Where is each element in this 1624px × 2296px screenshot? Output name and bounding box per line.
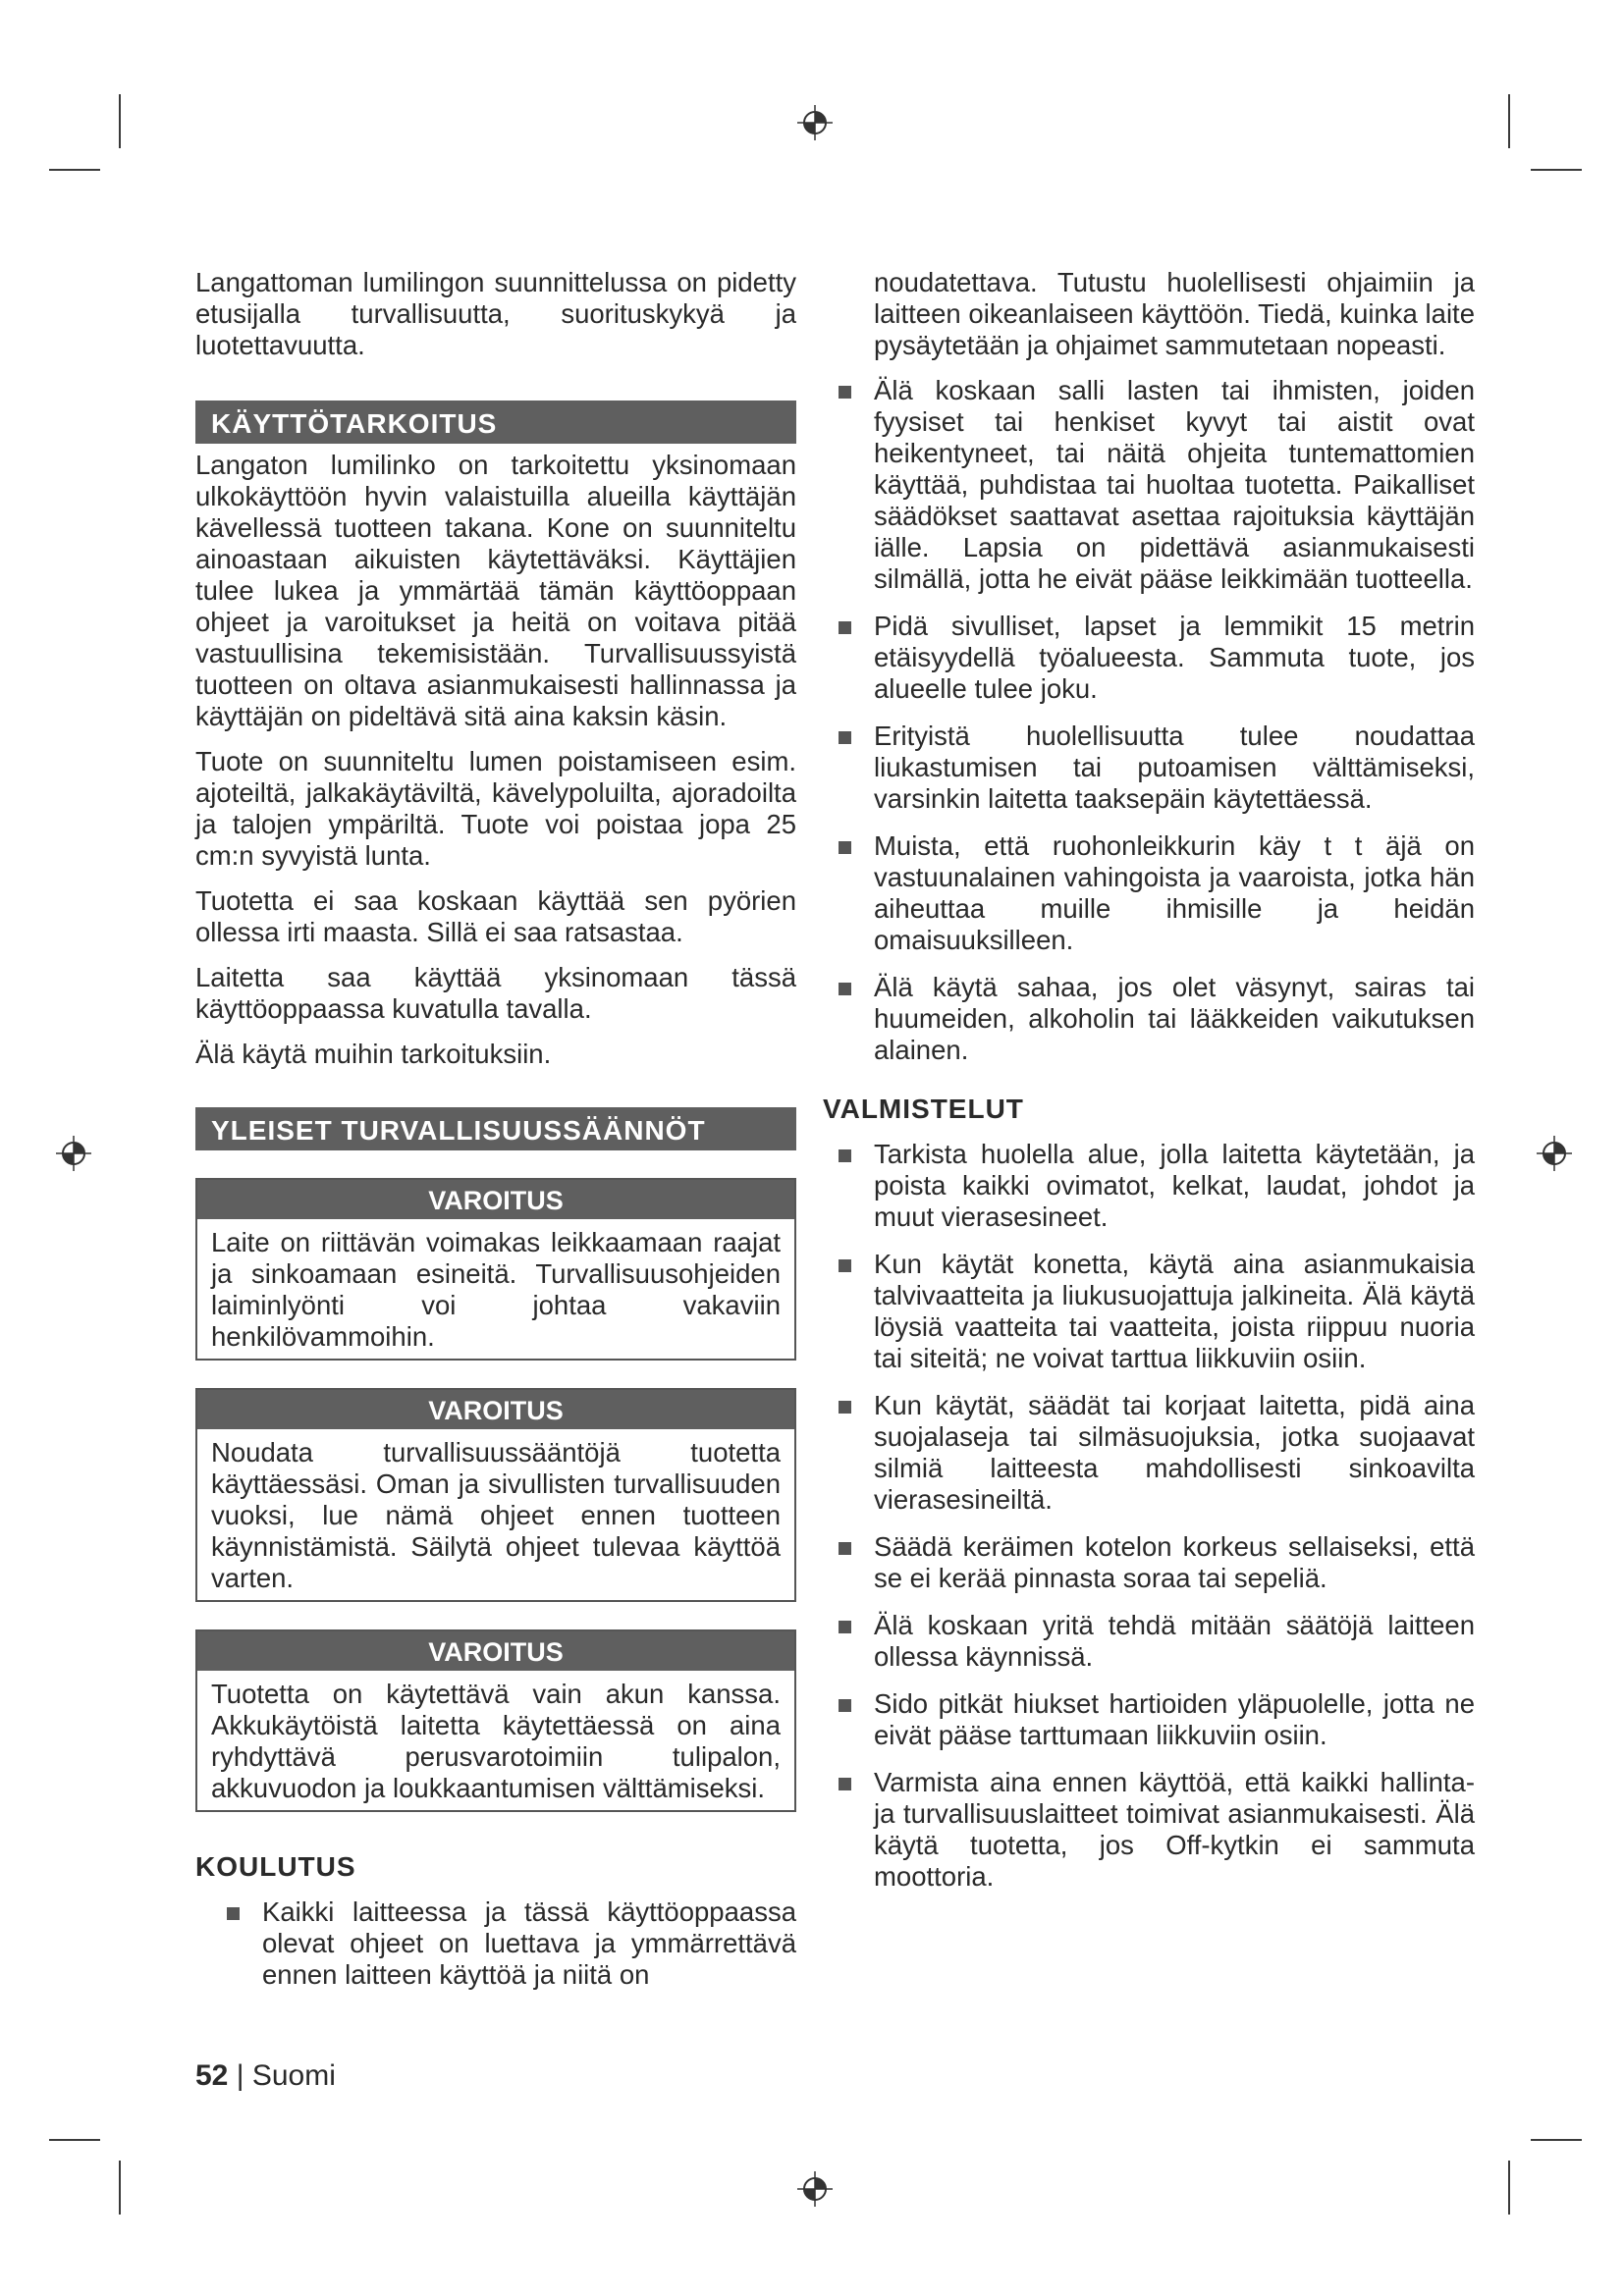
warning-text: Tuotetta on käytettävä vain akun kanssa. Akkukäytöistä laitetta käytettäessä on aina ryhdyttävä perusvarotoimiin tulipalon, akkuvuodon ja loukkaantumisen välttämiseksi. [211, 1679, 781, 1803]
bullet-square-icon [839, 621, 851, 634]
list-item: Säädä keräimen kotelon korkeus sellaiseksi, että se ei kerää pinnasta soraa tai sepeliä. [837, 1531, 1475, 1594]
body-paragraph: Älä käytä muihin tarkoituksiin. [195, 1039, 552, 1069]
crop-mark-top-left-v [119, 94, 121, 148]
safety-bullet-list [837, 375, 1475, 1066]
warning-box [195, 1178, 796, 1361]
bullet-square-icon [839, 1542, 851, 1555]
crop-mark-bottom-left-v [119, 2161, 121, 2215]
bullet-square-icon [839, 1401, 851, 1414]
bullet-square-icon [839, 1699, 851, 1712]
list-item: Tarkista huolella alue, jolla laitetta käytetään, ja poista kaikki ovimatot, kelkat, laudat, johdot ja muut vierasesineet. [837, 1139, 1475, 1233]
bullet-square-icon [839, 731, 851, 744]
warning-text: Laite on riittävän voimakas leikkaamaan raajat ja sinkoamaan esineitä. Turvallisuusohjeiden laiminlyönti voi johtaa vakaviin henkilövammoihin. [211, 1227, 781, 1352]
list-item: Pidä sivulliset, lapset ja lemmikit 15 metrin etäisyydellä työalueesta. Sammuta tuote, jos alueelle tulee joku. [837, 611, 1475, 705]
warning-text: Noudata turvallisuussääntöjä tuotetta käyttäessäsi. Oman ja sivullisten turvallisuuden vuoksi, lue nämä ohjeet ennen tuotteen käynnistämistä. Säilytä ohjeet tulevaa käyttöä varten. [211, 1437, 781, 1593]
bullet-square-icon [839, 1778, 851, 1790]
bullet-square-icon [839, 386, 851, 399]
subheading-valmistelut: VALMISTELUT [823, 1094, 1024, 1124]
list-item: Sido pitkät hiukset hartioiden yläpuolelle, jotta ne eivät pääse tarttumaan liikkuviin osiin. [837, 1688, 1475, 1751]
bullet-square-icon [839, 1149, 851, 1162]
section-heading-turvallisuus: YLEISET TURVALLISUUSSÄÄNNÖT [195, 1107, 796, 1150]
list-item: Älä koskaan yritä tehdä mitään säätöjä laitteen ollessa käynnissä. [837, 1610, 1475, 1673]
registration-mark-icon [1535, 1134, 1574, 1173]
body-paragraph: Langaton lumilinko on tarkoitettu yksinomaan ulkokäyttöön hyvin valaistuilla alueilla käyttäjän kävellessä tuotteen takana. Kone on suunniteltu ainoastaan aikuisten käytettäväksi. Käyttäjien tulee lukea ja ymmärtää tämän käyttöoppaan ohjeet ja varoitukset ja heitä on voitava pitää vastuullisina tekemisistään. Turvallisuussyistä tuotteen on oltava asianmukaisesti hallinnassa ja käyttäjän on pideltävä sitä aina kaksin käsin. [195, 450, 796, 731]
warning-title: VAROITUS [197, 1180, 794, 1219]
bullet-square-icon [839, 1621, 851, 1633]
warning-box [195, 1388, 796, 1602]
crop-mark-bottom-left-h [49, 2139, 100, 2141]
intro-paragraph: Langattoman lumilingon suunnittelussa on pidetty etusijalla turvallisuutta, suorituskykyä ja luotettavuutta. [195, 267, 796, 360]
crop-mark-bottom-right-v [1508, 2161, 1510, 2215]
list-item: Kun käytät konetta, käytä aina asianmukaisia talvivaatteita ja liukusuojattuja jalkineita. Älä käytä löysiä vaatteita tai vaatteita, joista riippuu nuoria tai siteitä; ne voivat tarttua liikkuviin osiin. [837, 1249, 1475, 1374]
warning-title: VAROITUS [197, 1631, 794, 1671]
warning-box [195, 1629, 796, 1812]
body-paragraph: Tuote on suunniteltu lumen poistamiseen esim. ajoteiltä, jalkakäytäviltä, kävelypoluilta, ajoradoilta ja talojen ympäriltä. Tuote voi poistaa jopa 25 cm:n syvyistä lunta. [195, 746, 796, 871]
warning-title: VAROITUS [197, 1390, 794, 1429]
registration-mark-icon [54, 1134, 93, 1173]
crop-mark-top-right-h [1531, 169, 1582, 171]
list-item: Muista, että ruohonleikkurin käy t t äjä on vastuunalainen vahingoista ja vaaroista, jotka hän aiheuttaa muille ihmisille ja heidän omaisuuksilleen. [837, 830, 1475, 956]
continuation-paragraph: noudatettava. Tutustu huolellisesti ohjaimiin ja laitteen oikeanlaiseen käyttöön. Tiedä, kuinka laite pysäytetään ja ohjaimet sammutetaan nopeasti. [874, 267, 1475, 360]
subheading-koulutus: KOULUTUS [195, 1851, 356, 1882]
crop-mark-top-right-v [1508, 94, 1510, 148]
list-item: Erityistä huolellisuutta tulee noudattaa liukastumisen tai putoamisen välttämiseksi, varsinkin laitetta taaksepäin käytettäessä. [837, 721, 1475, 815]
bullet-square-icon [839, 841, 851, 854]
section-heading-kayttotarkoitus: KÄYTTÖTARKOITUS [195, 400, 796, 444]
page-number: 52 [195, 2059, 229, 2092]
registration-mark-icon [795, 2169, 835, 2209]
list-item: Älä koskaan salli lasten tai ihmisten, joiden fyysiset tai henkiset kyvyt tai aistit ovat heikentyneet, tai näitä ohjeita tuntemattomien käyttää, puhdistaa tai huoltaa tuotetta. Paikalliset säädökset saattavat asettaa rajoituksia käyttäjän iälle. Lapsia on pidettävä asianmukaisesti silmällä, jotta he eivät pääse leikkimään tuotteella. [837, 375, 1475, 595]
body-paragraph: Laitetta saa käyttää yksinomaan tässä käyttöoppaassa kuvatulla tavalla. [195, 962, 796, 1024]
left-column [195, 267, 796, 2006]
list-item: Älä käytä sahaa, jos olet väsynyt, sairas tai huumeiden, alkoholin tai lääkkeiden vaikutuksen alainen. [837, 972, 1475, 1066]
footer-separator: | [236, 2059, 244, 2092]
footer-language: Suomi [251, 2059, 336, 2092]
list-item: Varmista aina ennen käyttöä, että kaikki hallinta- ja turvallisuuslaitteet toimivat asianmukaisesti. Älä käytä tuotetta, jos Off-kytkin ei sammuta moottoria. [837, 1767, 1475, 1893]
right-column [823, 267, 1475, 1908]
crop-mark-bottom-right-h [1531, 2139, 1582, 2141]
list-item: Kun käytät, säädät tai korjaat laitetta, pidä aina suojalaseja tai silmäsuojuksia, jotka suojaavat silmiä laitteesta mahdollisesti sinkoavilta vierasesineiltä. [837, 1390, 1475, 1516]
valmistelut-list [837, 1139, 1475, 1893]
body-paragraph: Tuotetta ei saa koskaan käyttää sen pyörien ollessa irti maasta. Sillä ei saa ratsastaa. [195, 885, 796, 947]
crop-mark-top-left-h [49, 169, 100, 171]
registration-mark-icon [795, 103, 835, 142]
bullet-square-icon [839, 983, 851, 995]
page-footer [195, 2059, 336, 2093]
list-item: Kaikki laitteessa ja tässä käyttöoppaassa olevat ohjeet on luettava ja ymmärrettävä ennen laitteen käyttöä ja niitä on [225, 1896, 796, 1991]
koulutus-list [195, 1896, 796, 1991]
bullet-square-icon [839, 1259, 851, 1272]
bullet-square-icon [227, 1907, 240, 1920]
